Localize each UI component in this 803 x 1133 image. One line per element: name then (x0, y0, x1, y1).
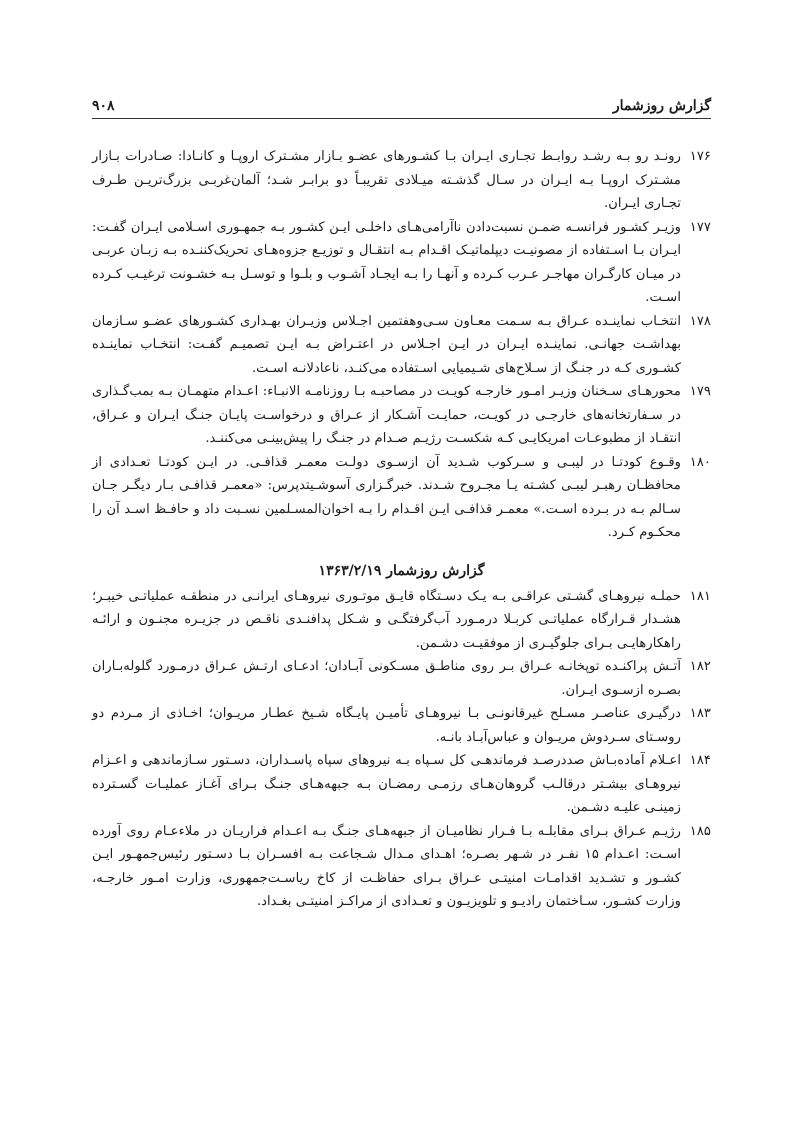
entry-183 (92, 702, 711, 749)
entry-number: ۱۸۲ (689, 659, 711, 674)
entry-number: ۱۷۸ (689, 313, 711, 329)
entry-number: ۱۷۶ (689, 149, 711, 164)
entry-182 (92, 655, 711, 702)
entry-text: درگیـری عناصـر مسـلح غیرقانونـی بـا نیروهـای تأمیـن پایـگاه شـیخ عطـار مریـوان؛ اخـاذی از مـردم دو روسـتای سـردوش مریـوان و عباس‌آبـاد بانـه. (92, 706, 681, 745)
entry-number: ۱۸۴ (689, 753, 711, 768)
entry-number: ۱۸۵ (689, 823, 711, 839)
entry-text: اعـلام آماده‌بـاش صددرصـد فرماندهـی کل سـپاه بـه نیروهای سپاه پاسـداران، دسـتور سـازماندهی و اعـزام نیروهـای بیشـتر درقالـب گروهان‌هـای رزمـی رمضـان بـه جبهه‌هـای جنـگ بـرای آغـاز عملیـات گسـترده زمینـی علیـه دشـمن. (92, 753, 681, 815)
document-body (92, 145, 711, 914)
header-title: گزارش روزشمار (612, 98, 711, 114)
entry-text: رونـد رو بـه رشـد روابـط تجـاری ایـران بـا کشـورهای عضـو بـازار مشـترک اروپـا و کانـادا: صـادرات بـازار مشـترک اروپـا بـه ایـران در سـال گذشـته میـلادی تقریبـاً دو برابـر شـد؛ آلمان‌غربـی بزرگ‌تریـن طـرف تجـاری ایـران. (92, 149, 681, 211)
entry-text: وقـوع کودتـا در لیبـی و سـرکوب شـدید آن ازسـوی دولـت معمـر قذافـی. در ایـن کودتـا تعـدادی از محافظـان رهبـر لیبـی کشـته یـا مجـروح شـدند. خبرگـزاری آسوشـیتدپرس: «معمـر قذافـی بـار دیگـر جـان سـالم بـه در بـرده اسـت.» معمـر قذافـی ایـن اقـدام را بـه اخوان‌المسـلمین نسـبت داد و حافـظ اسـد آن را محکـوم کـرد. (92, 454, 681, 540)
entry-number: ۱۷۹ (689, 384, 711, 399)
entry-number: ۱۷۷ (689, 219, 711, 235)
entry-178 (92, 310, 711, 381)
entry-number: ۱۸۱ (689, 588, 711, 604)
entry-text: رژیـم عـراق بـرای مقابلـه بـا فـرار نظامیـان از جبهه‌هـای جنـگ بـه اعـدام فراریـان در ملاءعـام روی آورده اسـت: اعـدام ۱۵ نفـر در شـهر بصـره؛ اهـدای مـدال شـجاعت بـه افسـران بـا دسـتور رئیس‌جمهـور ایـن کشـور و تشـدید اقدامـات امنیتـی عـراق بـرای حفاظـت از کاخ ریاسـت‌جمهوری، وزارت امـور خارجـه، وزارت کشـور، سـاختمان رادیـو و تلویزیـون و تعـدادی از مراکـز امنیتـی بغـداد. (92, 823, 681, 909)
entry-number: ۱۸۰ (689, 454, 711, 470)
page-header (92, 88, 711, 119)
entry-184 (92, 749, 711, 820)
entry-text: آتـش پراکنـده توپخانـه عـراق بـر روی مناطـق مسـکونی آبـادان؛ ادعـای ارتـش عـراق درمـورد گلوله‌بـاران بصـره ازسـوی ایـران. (92, 659, 681, 698)
entry-text: حملـه نیروهـای گشـتی عراقـی بـه یـک دسـتگاه قایـق موتـوری نیروهـای ایرانـی در منطقـه عملیاتـی خیبـر؛ هشـدار قـرارگاه عملیاتـی کربـلا درمـورد آب‌گرفتگـی و شـکل پدافنـدی ناقـص در جزیـره مجنـون و ارائـه راهکارهایـی بـرای جلوگیـری از موفقیـت دشـمن. (92, 588, 681, 651)
page-number: ۹۰۸ (92, 98, 115, 114)
entry-number: ۱۸۳ (689, 706, 711, 721)
entry-181 (92, 585, 711, 656)
entry-180 (92, 451, 711, 545)
entry-185 (92, 820, 711, 914)
entry-text: انتخـاب نماینـده عـراق بـه سـمت معـاون سـی‌وهفتمین اجـلاس وزیـران بهـداری کشـورهای عضـو سـازمان بهداشـت جهانـی. نماینـده ایـران در ایـن اجـلاس در اعتـراض بـه ایـن تصمیـم گفـت: انتخـاب نماینـده کشـوری کـه در جنـگ از سـلاح‌های شـیمیایی اسـتفاده می‌کنـد، ناعادلانـه اسـت. (92, 313, 681, 376)
entry-text: محورهـای سـخنان وزیـر امـور خارجـه کویـت در مصاحبـه بـا روزنامـه الانبـاء: اعـدام متهمـان بـه بمب‌گـذاری در سـفارتخانه‌های خارجـی در کویـت، حمایـت آشـکار از عـراق و درخواسـت پایـان جنـگ ایـران و عـراق، انتقـاد از مطبوعـات امریکایـی کـه شکسـت رژیـم صـدام در جنـگ را پیش‌بینـی می‌کننـد. (92, 384, 681, 446)
entry-179 (92, 380, 711, 451)
entry-176 (92, 145, 711, 216)
entry-177 (92, 216, 711, 310)
entry-text: وزیـر کشـور فرانسـه ضمـن نسبت‌دادن ناآرامی‌هـای داخلـی ایـن کشـور بـه جمهـوری اسـلامی ایـران گفـت: ایـران بـا اسـتفاده از مصونیـت دیپلماتیـک اقـدام بـه انتقـال و توزیـع جزوه‌هـای تحریک‌کننـده بـه زبـان عربـی در میـان کارگـران مهاجـر عـرب کـرده و آنهـا را بـه ایجـاد آشـوب و بلـوا و توسـل بـه خشـونت ترغیـب کـرده اسـت. (92, 219, 681, 305)
section-title: گزارش روزشمار ۱۳۶۳/۲/۱۹ (318, 562, 485, 579)
